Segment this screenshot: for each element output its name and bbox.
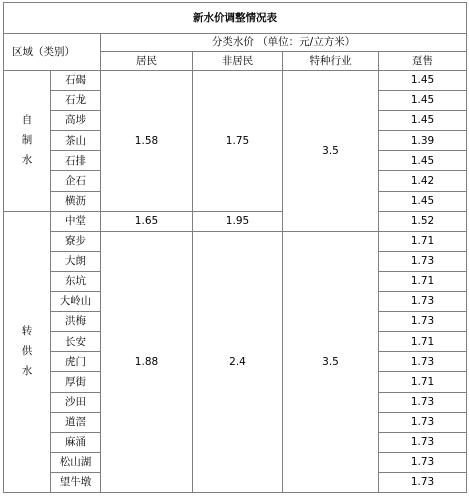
water-price-table — [3, 2, 467, 493]
group-label-char: 供 — [21, 344, 33, 357]
wholesale-price: 1.73 — [379, 412, 467, 432]
column-header-special: 特种行业 — [283, 52, 379, 71]
wholesale-price: 1.73 — [379, 432, 467, 452]
resident-price: 1.65 — [101, 211, 193, 231]
wholesale-price: 1.45 — [379, 91, 467, 111]
region-name: 厚街 — [51, 372, 101, 392]
wholesale-price: 1.45 — [379, 71, 467, 91]
region-name: 石碣 — [51, 71, 101, 91]
wholesale-price: 1.42 — [379, 171, 467, 191]
non-resident-price: 1.75 — [193, 71, 283, 212]
region-name: 中堂 — [51, 211, 101, 231]
region-name: 洪梅 — [51, 312, 101, 332]
region-name: 望牛墩 — [51, 472, 101, 492]
region-name: 虎门 — [51, 352, 101, 372]
special-price: 3.5 — [283, 231, 379, 492]
region-name: 石排 — [51, 151, 101, 171]
special-price: 3.5 — [283, 71, 379, 232]
region-name: 松山湖 — [51, 452, 101, 472]
wholesale-price: 1.73 — [379, 472, 467, 492]
region-name: 麻涌 — [51, 432, 101, 452]
region-name: 大朗 — [51, 251, 101, 271]
wholesale-price: 1.71 — [379, 332, 467, 352]
group-label-char: 转 — [21, 324, 33, 337]
region-name: 横沥 — [51, 191, 101, 211]
group-label-1 — [4, 211, 51, 492]
column-header-resident: 居民 — [101, 52, 193, 71]
region-name: 茶山 — [51, 131, 101, 151]
group-label-char: 制 — [21, 133, 33, 146]
region-name: 东坑 — [51, 271, 101, 291]
group-label-0 — [4, 71, 51, 212]
column-header-non-resident: 非居民 — [193, 52, 283, 71]
group-label-char: 水 — [21, 364, 33, 377]
wholesale-price: 1.45 — [379, 111, 467, 131]
wholesale-price: 1.71 — [379, 372, 467, 392]
wholesale-price: 1.73 — [379, 292, 467, 312]
region-name: 石龙 — [51, 91, 101, 111]
header-row-1 — [4, 34, 467, 52]
table-row — [4, 211, 467, 231]
group-label-char: 水 — [21, 153, 33, 166]
column-header-wholesale: 趸售 — [379, 52, 467, 71]
wholesale-price: 1.73 — [379, 312, 467, 332]
title-row — [4, 3, 467, 34]
group-label-char: 自 — [21, 113, 33, 126]
resident-price: 1.88 — [101, 231, 193, 492]
wholesale-price: 1.45 — [379, 151, 467, 171]
non-resident-price: 2.4 — [193, 231, 283, 492]
wholesale-price: 1.73 — [379, 392, 467, 412]
table-title: 新水价调整情况表 — [4, 3, 467, 34]
wholesale-price: 1.39 — [379, 131, 467, 151]
region-name: 企石 — [51, 171, 101, 191]
wholesale-price: 1.45 — [379, 191, 467, 211]
table-row — [4, 71, 467, 91]
wholesale-price: 1.71 — [379, 271, 467, 291]
wholesale-price: 1.52 — [379, 211, 467, 231]
region-name: 长安 — [51, 332, 101, 352]
table-row — [4, 231, 467, 251]
wholesale-price: 1.71 — [379, 231, 467, 251]
region-header: 区域（类别） — [4, 34, 101, 71]
region-name: 寮步 — [51, 231, 101, 251]
resident-price: 1.58 — [101, 71, 193, 212]
wholesale-price: 1.73 — [379, 251, 467, 271]
region-name: 沙田 — [51, 392, 101, 412]
wholesale-price: 1.73 — [379, 452, 467, 472]
non-resident-price: 1.95 — [193, 211, 283, 231]
category-header: 分类水价 （单位：元/立方米） — [101, 34, 467, 52]
wholesale-price: 1.73 — [379, 352, 467, 372]
region-name: 高埗 — [51, 111, 101, 131]
region-name: 大岭山 — [51, 292, 101, 312]
region-name: 道滘 — [51, 412, 101, 432]
